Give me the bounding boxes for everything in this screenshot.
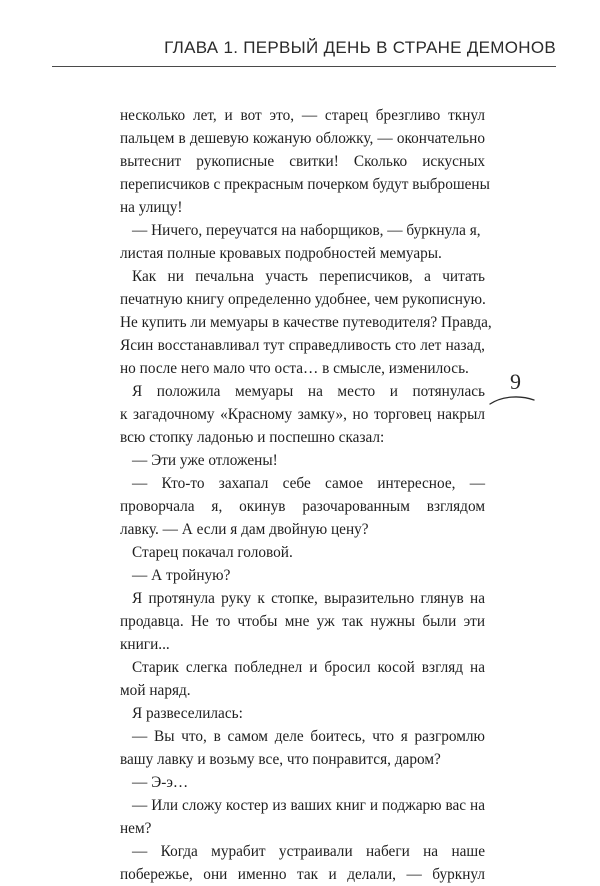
text-line: Я положила мемуары на место и потянулась bbox=[132, 383, 485, 400]
text-line: побережье, они именно так и делали, — буркнул bbox=[120, 866, 485, 883]
text-line: Не купить ли мемуары в качестве путеводителя? Правда, bbox=[120, 314, 492, 331]
text-line: мой наряд. bbox=[120, 682, 191, 699]
text-line: нем? bbox=[120, 820, 152, 837]
body-text bbox=[120, 104, 492, 886]
header-rule bbox=[52, 66, 556, 67]
text-line: — Эти уже отложены! bbox=[132, 452, 278, 469]
text-line: печатную книгу определенно удобнее, чем рукописную. bbox=[120, 291, 486, 308]
text-line: к загадочному «Красному замку», но торговец накрыл bbox=[120, 406, 485, 423]
text-line: Как ни печальна участь переписчиков, а читать bbox=[132, 268, 485, 285]
text-line: вытеснит рукописные свитки! Сколько искусных bbox=[120, 153, 485, 170]
text-line: — Когда мурабит устраивали набеги на наше bbox=[132, 843, 485, 860]
text-line: — Вы что, в самом деле боитесь, что я разгромлю bbox=[132, 728, 485, 745]
text-line: книги... bbox=[120, 636, 170, 653]
text-line: переписчиков с прекрасным почерком будут выброшены bbox=[120, 176, 490, 193]
text-line: вашу лавку и возьму все, что понравится, даром? bbox=[120, 751, 441, 768]
text-line: продавца. Не то чтобы мне уж так нужны были эти bbox=[120, 613, 485, 630]
text-line: Старец покачал головой. bbox=[132, 544, 293, 561]
text-line: несколько лет, и вот это, — старец брезгливо ткнул bbox=[120, 107, 485, 124]
text-line: лавку. — А если я дам двойную цену? bbox=[120, 521, 369, 538]
page-number: 9 bbox=[510, 369, 521, 394]
text-line: Я протянула руку к стопке, выразительно глянув на bbox=[132, 590, 485, 607]
text-line: но после него мало что оста… в смысле, изменилось. bbox=[120, 360, 469, 377]
text-line: — Или сложу костер из ваших книг и поджарю вас на bbox=[132, 797, 485, 814]
text-line: листая полные кровавых подробностей мемуары. bbox=[120, 245, 442, 262]
text-line: всю стопку ладонью и поспешно сказал: bbox=[120, 429, 385, 446]
text-line: — Э-э… bbox=[132, 774, 189, 791]
text-line: Ясин восстанавливал тут справедливость сто лет назад, bbox=[120, 337, 485, 354]
text-line: на улицу! bbox=[120, 199, 183, 216]
text-line: пальцем в дешевую кожаную обложку, — окончательно bbox=[120, 130, 485, 147]
running-head: ГЛАВА 1. ПЕРВЫЙ ДЕНЬ В СТРАНЕ ДЕМОНОВ bbox=[164, 38, 556, 57]
folio-swash-ornament bbox=[488, 392, 536, 410]
text-line: — Кто-то захапал себе самое интересное, — bbox=[132, 475, 485, 492]
text-line: проворчала я, окинув разочарованным взглядом bbox=[120, 498, 485, 515]
text-line: Старик слегка побледнел и бросил косой взгляд на bbox=[132, 659, 485, 676]
text-line: — Ничего, переучатся на наборщиков, — буркнула я, bbox=[132, 222, 481, 239]
text-line: — А тройную? bbox=[132, 567, 231, 584]
text-line: Я развеселилась: bbox=[132, 705, 243, 722]
